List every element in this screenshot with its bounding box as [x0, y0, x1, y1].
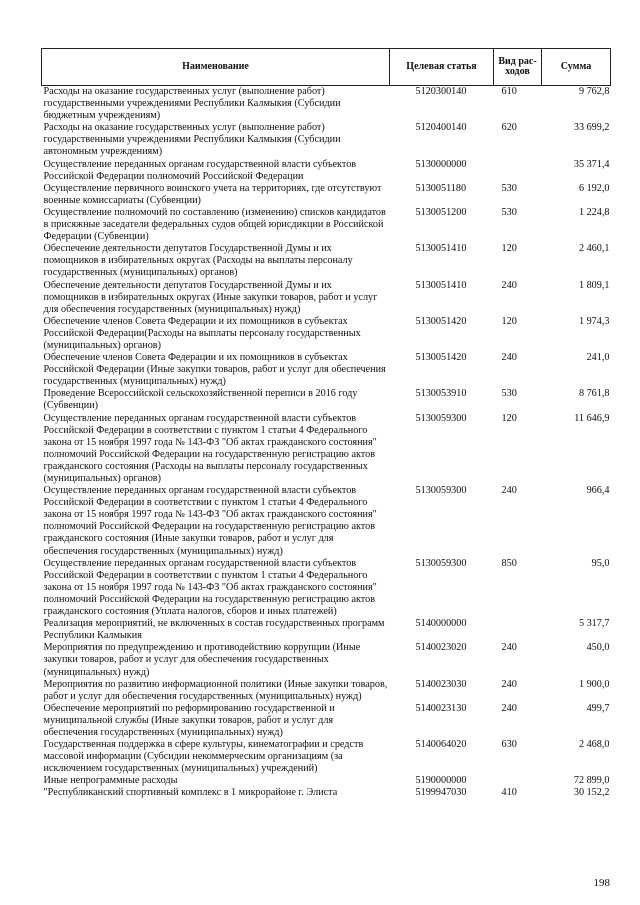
row-sum: 30 152,2 — [573, 787, 610, 799]
table-row — [42, 775, 611, 787]
table-row — [42, 413, 611, 486]
row-sum: 33 699,2 — [573, 122, 610, 134]
row-sum: 1 974,3 — [578, 315, 610, 327]
header-expense-type: Вид рас-ходов — [494, 49, 542, 86]
row-expense-type: 240 — [501, 485, 517, 497]
row-expense-type: 240 — [501, 702, 517, 714]
row-name: Осуществление переданных органам государственной власти субъектов Российской Федерации в соответствии с пунктом 1 статьи 4 Федерального закона от 15 ноября 1997 года № 143-ФЗ "Об актах гражданского состояния" полномочий Российской Федерации на государственную регистрацию актов гражданского состояния (Иные закупки товаров, работ и услуг для обеспечения государственных (муниципальных) нужд) — [43, 485, 377, 557]
table-row — [42, 679, 611, 703]
header-sum: Сумма — [542, 49, 611, 86]
row-target-article: 5130051180 — [415, 182, 467, 194]
row-target-article: 5140023030 — [415, 678, 467, 690]
table-row — [42, 159, 611, 183]
table-row — [42, 388, 611, 412]
row-name: Расходы на оказание государственных услуг (выполнение работ) государственными учреждениями Республики Калмыкия (Субсидии автономным учреждениям) — [43, 122, 341, 158]
table-row — [42, 618, 611, 642]
row-target-article: 5130059300 — [415, 557, 467, 569]
row-sum: 450,0 — [586, 642, 610, 654]
row-sum: 1 224,8 — [578, 206, 610, 218]
row-target-article: 5130059300 — [415, 412, 467, 424]
row-target-article: 5120300140 — [415, 86, 467, 97]
row-target-article: 5140023130 — [415, 702, 467, 714]
row-name: Обеспечение членов Совета Федерации и их помощников в субъектах Российской Федерации (Иные закупки товаров, работ и услуг для обеспечения государственных (муниципальных) нужд) — [43, 352, 386, 388]
row-name: Мероприятия по предупреждению и противодействию коррупции (Иные закупки товаров, работ и услуг для обеспечения государственных (муниципальных) нужд) — [43, 642, 361, 678]
row-expense-type: 120 — [501, 412, 517, 424]
row-target-article: 5199947030 — [415, 787, 467, 799]
row-name: Обеспечение мероприятий по реформированию государственной и муниципальной службы (Иные закупки товаров, работ и услуг для обеспечения государственных (муниципальных) нужд) — [43, 702, 335, 738]
table-row — [42, 352, 611, 388]
row-target-article: 5130051410 — [415, 279, 467, 291]
row-target-article: 5120400140 — [415, 122, 467, 134]
row-sum: 5 317,7 — [578, 618, 610, 630]
table-row — [42, 280, 611, 316]
row-expense-type — [494, 159, 542, 183]
table-row — [42, 122, 611, 158]
row-name: "Республиканский спортивный комплекс в 1 микрорайоне г. Элиста — [43, 787, 338, 799]
row-sum: 2 460,1 — [578, 243, 610, 255]
row-sum: 241,0 — [586, 352, 610, 364]
row-expense-type: 240 — [501, 352, 517, 364]
row-sum: 2 468,0 — [578, 739, 610, 751]
table-row — [42, 485, 611, 558]
table-body — [42, 86, 611, 800]
row-expense-type: 530 — [501, 182, 517, 194]
row-name: Государственная поддержка в сфере культуры, кинематографии и средств массовой информации (Субсидии некоммерческим организациям (за исключением государственных (муниципальных) учреждений) — [43, 739, 364, 775]
row-target-article: 5130051410 — [415, 243, 467, 255]
table-row — [42, 183, 611, 207]
row-target-article: 5130051200 — [415, 206, 467, 218]
row-expense-type: 630 — [501, 739, 517, 751]
row-expense-type: 620 — [501, 122, 517, 134]
page-number: 198 — [593, 877, 610, 889]
row-expense-type: 120 — [501, 243, 517, 255]
row-expense-type — [494, 618, 542, 642]
table-header-row — [42, 49, 611, 86]
row-sum: 9 762,8 — [578, 86, 610, 97]
row-sum: 72 899,0 — [573, 775, 610, 787]
row-name: Мероприятия по развитию информационной политики (Иные закупки товаров, работ и услуг для обеспечения государственных (муниципальных) нужд) — [43, 678, 388, 702]
table-row — [42, 243, 611, 279]
row-target-article: 5130059300 — [415, 485, 467, 497]
table-row — [42, 703, 611, 739]
row-expense-type: 240 — [501, 642, 517, 654]
row-sum: 8 761,8 — [578, 388, 610, 400]
row-expense-type: 120 — [501, 315, 517, 327]
row-name: Осуществление полномочий по составлению (изменению) списков кандидатов в присяжные заседатели федеральных судов общей юрисдикции в Российской Федерации (Субвенции) — [43, 206, 386, 243]
table-row — [42, 316, 611, 352]
row-expense-type: 240 — [501, 279, 517, 291]
row-name: Обеспечение членов Совета Федерации и их помощников в субъектах Российской Федерации(Расходы на выплаты персоналу государственных (муниципальных) органов) — [43, 315, 361, 351]
row-name: Осуществление переданных органам государственной власти субъектов Российской Федерации в соответствии с пунктом 1 статьи 4 Федерального закона от 15 ноября 1997 года № 143-ФЗ "Об актах гражданского состояния" полномочий Российской Федерации на государственную регистрацию актов гражданского состояния (Уплата налогов, сборов и иных платежей) — [43, 557, 377, 618]
row-sum: 95,0 — [591, 557, 610, 569]
table-row — [42, 739, 611, 775]
row-expense-type: 610 — [501, 86, 517, 97]
row-sum: 1 809,1 — [578, 279, 610, 291]
row-target-article: 5190000000 — [415, 775, 467, 787]
row-target-article: 5140064020 — [415, 739, 467, 751]
row-expense-type: 530 — [501, 388, 517, 400]
row-expense-type — [494, 775, 542, 787]
row-sum: 499,7 — [586, 702, 610, 714]
table-row — [42, 207, 611, 243]
row-name: Иные непрограммные расходы — [43, 775, 178, 787]
table-row — [42, 86, 611, 123]
row-target-article: 5140000000 — [415, 618, 467, 630]
row-expense-type: 530 — [501, 206, 517, 218]
row-expense-type: 850 — [501, 557, 517, 569]
table-row — [42, 558, 611, 618]
row-name: Осуществление первичного воинского учета на территориях, где отсутствуют военные комиссариаты (Субвенции) — [43, 182, 382, 206]
row-expense-type: 240 — [501, 678, 517, 690]
row-target-article: 5130051420 — [415, 315, 467, 327]
row-target-article: 5130051420 — [415, 352, 467, 364]
row-target-article: 5130053910 — [415, 388, 467, 400]
row-sum: 11 646,9 — [574, 412, 610, 424]
header-name: Наименование — [42, 49, 390, 86]
row-name: Реализация мероприятий, не включенных в состав государственных программ Республики Калмыкия — [43, 618, 385, 642]
row-sum: 966,4 — [586, 485, 610, 497]
header-target-article: Целевая статья — [390, 49, 494, 86]
row-target-article: 5130000000 — [415, 158, 467, 170]
row-sum: 35 371,4 — [573, 158, 610, 170]
row-sum: 6 192,0 — [578, 182, 610, 194]
table-row — [42, 787, 611, 799]
row-sum: 1 900,0 — [578, 678, 610, 690]
row-name: Расходы на оказание государственных услуг (выполнение работ) государственными учреждениями Республики Калмыкия (Субсидии бюджетным учреждениям) — [43, 86, 341, 122]
budget-table — [41, 48, 611, 800]
table-row — [42, 642, 611, 678]
row-expense-type: 410 — [501, 787, 517, 799]
row-name: Осуществление переданных органам государственной власти субъектов Российской Федерации полномочий Российской Федерации — [43, 158, 357, 182]
row-name: Осуществление переданных органам государственной власти субъектов Российской Федерации в соответствии с пунктом 1 статьи 4 Федерального закона от 15 ноября 1997 года № 143-ФЗ "Об актах гражданского состояния" полномочий Российской Федерации на государственную регистрацию актов гражданского состояния (Расходы на выплаты персоналу государственных (муниципальных) органов) — [43, 412, 377, 484]
row-name: Проведение Всероссийской сельскохозяйственной переписи в 2016 году (Субвенции) — [43, 388, 358, 412]
budget-table-container — [41, 48, 610, 800]
row-name: Обеспечение деятельности депутатов Государственной Думы и их помощников в избирательных округах (Иные закупки товаров, работ и услуг для обеспечения государственных (муниципальных) нужд) — [43, 279, 378, 315]
row-target-article: 5140023020 — [415, 642, 467, 654]
row-name: Обеспечение деятельности депутатов Государственной Думы и их помощников в избирательных округах (Расходы на выплаты персоналу государственных (муниципальных) органов) — [43, 243, 353, 279]
